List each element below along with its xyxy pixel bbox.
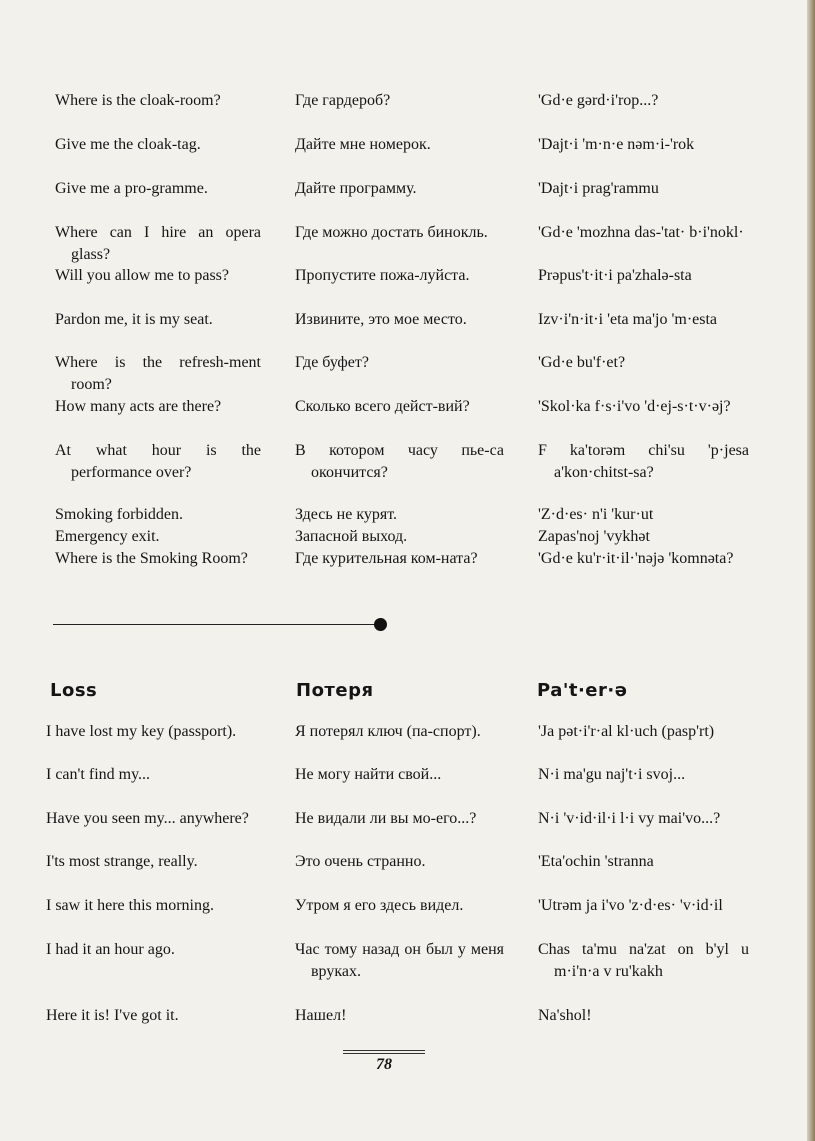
russian-phrase: Нашел! (295, 1007, 347, 1024)
transliteration: Izv·i'n·it·i 'eta ma'jo 'm·esta (538, 311, 718, 328)
english-phrase: Smoking forbidden. (55, 506, 183, 523)
transliteration: Zapas'noj 'vykhət (538, 528, 650, 545)
transliteration: 'Gd·e ku'r·it·il·'nəjə 'komnəta? (538, 550, 734, 567)
heading-english: Loss (50, 680, 98, 701)
divider-dot (374, 618, 387, 631)
russian-phrase: Где курительная ком-ната? (295, 550, 478, 567)
russian-phrase: Извините, это мое место. (295, 311, 467, 328)
russian-phrase: Дайте мне номерок. (295, 136, 431, 153)
russian-phrase: Где можно достать бинокль. (295, 224, 488, 241)
transliteration: Na'shol! (538, 1007, 592, 1024)
russian-phrase: В котором часу пье-са окончится? (295, 442, 504, 481)
english-phrase: Where is the Smoking Room? (55, 550, 248, 567)
transliteration: 'Ja pət·i'r·al kl·uch (pasp'rt) (538, 723, 715, 740)
russian-phrase: Дайте программу. (295, 180, 417, 197)
russian-phrase: Час тому назад он был у меня вруках. (295, 941, 504, 980)
russian-phrase: Это очень странно. (295, 853, 426, 870)
transliteration: 'Dajt·i prag'rammu (538, 180, 659, 197)
russian-phrase: Пропустите пожа-луйста. (295, 267, 470, 284)
russian-phrase: Утром я его здесь видел. (295, 897, 464, 914)
russian-phrase: Запасной выход. (295, 528, 408, 545)
transliteration: 'Eta'ochin 'stranna (538, 853, 654, 870)
russian-phrase: Где буфет? (295, 354, 369, 371)
russian-phrase: Здесь не курят. (295, 506, 398, 523)
transliteration: 'Utrəm ja i'vo 'z·d·es· 'v·id·il (538, 897, 723, 914)
transliteration: 'Gd·e 'mozhna das-'tat· b·i'nokl· (538, 224, 744, 241)
english-phrase: Where is the refresh-ment room? (55, 354, 261, 393)
transliteration: 'Gd·e bu'f·et? (538, 354, 626, 371)
transliteration: 'Dajt·i 'm·n·e nəm·i-'rok (538, 136, 695, 153)
english-phrase: At what hour is the performance over? (55, 442, 261, 481)
english-phrase: Have you seen my... anywhere? (46, 810, 249, 827)
english-phrase: I can't find my... (46, 766, 151, 783)
heading-russian: Потеря (296, 680, 374, 701)
english-phrase: Here it is! I've got it. (46, 1007, 179, 1024)
english-phrase: I have lost my key (passport). (46, 723, 237, 740)
russian-phrase: Где гардероб? (295, 92, 391, 109)
russian-phrase: Я потерял ключ (па-спорт). (295, 723, 481, 740)
english-phrase: Give me a pro-gramme. (55, 180, 208, 197)
russian-phrase: Не могу найти свой... (295, 766, 442, 783)
page-number: 78 (376, 1056, 392, 1073)
english-phrase: Give me the cloak-tag. (55, 136, 201, 153)
english-phrase: I saw it here this morning. (46, 897, 214, 914)
page-spine-edge (807, 0, 815, 1141)
english-phrase: Where is the cloak-room? (55, 92, 221, 109)
english-phrase: Where can I hire an opera glass? (55, 224, 261, 263)
russian-phrase: Не видали ли вы мо-его...? (295, 810, 477, 827)
page-number-rule-top (343, 1050, 425, 1051)
english-phrase: How many acts are there? (55, 398, 222, 415)
transliteration: 'Skol·ka f·s·i'vo 'd·ej-s·t·v·əj? (538, 398, 731, 415)
page-number-rule-bottom (343, 1053, 425, 1054)
english-phrase: I had it an hour ago. (46, 941, 175, 958)
heading-transliteration: Pa't·er·ə (537, 680, 628, 701)
english-phrase: I'ts most strange, really. (46, 853, 198, 870)
russian-phrase: Сколько всего дейст-вий? (295, 398, 470, 415)
transliteration: Prəpus't·it·i pa'zhalə-sta (538, 267, 692, 284)
transliteration: 'Gd·e gərd·i'rop...? (538, 92, 659, 109)
transliteration: F ka'torəm chi'su 'p·jesa a'kon·chitst-sa? (538, 442, 749, 481)
transliteration: N·i 'v·id·il·i l·i vy mai'vo...? (538, 810, 721, 827)
transliteration: 'Z·d·es· n'i 'kur·ut (538, 506, 654, 523)
english-phrase: Pardon me, it is my seat. (55, 311, 213, 328)
section-divider-line (53, 624, 383, 625)
transliteration: Chas ta'mu na'zat on b'yl u m·i'n·a v ru'kakh (538, 941, 749, 980)
english-phrase: Emergency exit. (55, 528, 160, 545)
english-phrase: Will you allow me to pass? (55, 267, 229, 284)
transliteration: N·i ma'gu naj't·i svoj... (538, 766, 686, 783)
